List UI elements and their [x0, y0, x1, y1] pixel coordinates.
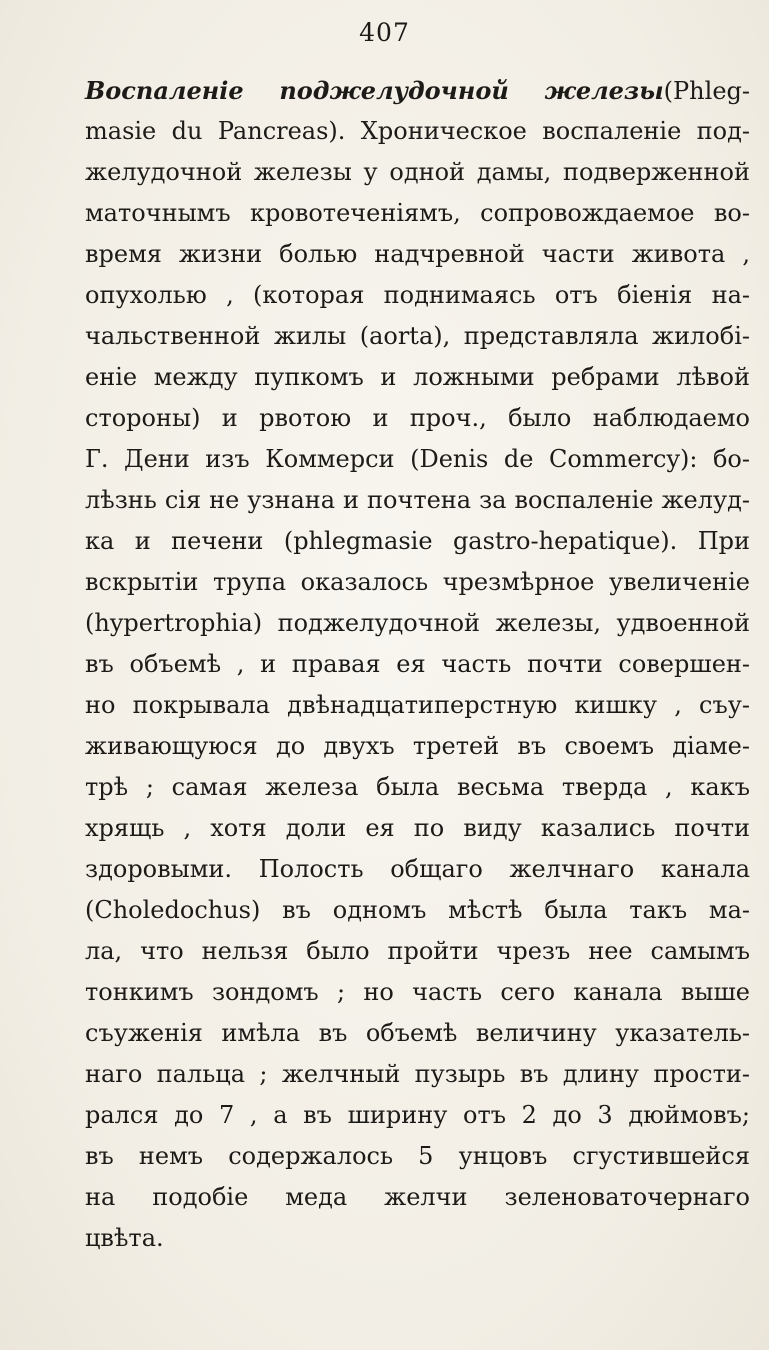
text-span: вскрытіи трупа оказалось чрезмѣрное увеличеніе	[85, 568, 750, 596]
text-span: трѣ ; самая железа была весьма тверда , какъ	[85, 773, 750, 801]
text-span: masie du Pancreas). Хроническое воспаленіе под-	[85, 117, 750, 145]
text-span: (Phleg-	[663, 77, 750, 105]
text-line	[85, 931, 750, 972]
text-span: время жизни болью надчревной части живота ,	[85, 240, 750, 268]
text-span: чальственной жилы (aorta), представляла жилобі-	[85, 322, 750, 350]
text-line	[85, 1095, 750, 1136]
text-line	[85, 480, 750, 521]
text-line	[85, 316, 750, 357]
text-span: цвѣта.	[85, 1224, 164, 1252]
text-span: (Choledochus) въ одномъ мѣстѣ была такъ ма-	[85, 896, 750, 924]
text-span: стороны) и рвотою и проч., было наблюдаемо	[85, 404, 750, 432]
section-heading: Воспаленіе поджелудочной железы	[85, 76, 664, 105]
text-span: рался до 7 , а въ ширину отъ 2 до 3 дюймовъ;	[85, 1101, 750, 1129]
text-span: Г. Дени изъ Коммерси (Denis de Commercy): бо-	[85, 445, 750, 473]
text-span: живающуюся до двухъ третей въ своемъ діаме-	[85, 732, 750, 760]
text-line	[85, 685, 750, 726]
text-line	[85, 1177, 750, 1218]
text-line	[85, 357, 750, 398]
text-line	[85, 767, 750, 808]
text-line	[85, 1054, 750, 1095]
text-span: съуженія имѣла въ объемѣ величину указатель-	[85, 1019, 750, 1047]
text-span: желудочной железы у одной дамы, подверженной	[85, 158, 750, 186]
text-line	[85, 275, 750, 316]
text-line	[85, 152, 750, 193]
text-line	[85, 1218, 750, 1259]
text-line	[85, 603, 750, 644]
text-line	[85, 808, 750, 849]
text-span: здоровыми. Полость общаго желчнаго канала	[85, 855, 750, 883]
text-span: опухолью , (которая поднимаясь отъ біенія на-	[85, 281, 750, 309]
text-line	[85, 398, 750, 439]
text-line	[85, 849, 750, 890]
text-line	[85, 439, 750, 480]
text-line	[85, 644, 750, 685]
text-line	[85, 562, 750, 603]
text-line	[85, 726, 750, 767]
text-span: (hypertrophia) поджелудочной железы, удвоенной	[85, 609, 750, 637]
text-span: но покрывала двѣнадцатиперстную кишку , съу-	[85, 691, 750, 719]
text-span: хрящь , хотя доли ея по виду казались почти	[85, 814, 750, 842]
text-span: въ немъ содержалось 5 унцовъ сгустившейся	[85, 1142, 750, 1170]
text-span: ка и печени (phlegmasie gastro-hepatique). При	[85, 527, 750, 555]
text-span: на подобіе меда желчи зеленоваточернаго	[85, 1183, 750, 1211]
text-span: лѣзнь сія не узнана и почтена за воспаленіе желуд-	[85, 486, 750, 514]
page-number: 407	[359, 18, 410, 47]
text-line	[85, 70, 750, 111]
text-span: еніе между пупкомъ и ложными ребрами лѣвой	[85, 363, 750, 391]
text-line	[85, 234, 750, 275]
text-span: ла, что нельзя было пройти чрезъ нее самымъ	[85, 937, 750, 965]
text-line	[85, 193, 750, 234]
text-line	[85, 972, 750, 1013]
text-line	[85, 521, 750, 562]
text-span: наго пальца ; желчный пузырь въ длину прости-	[85, 1060, 750, 1088]
text-span: тонкимъ зондомъ ; но часть сего канала выше	[85, 978, 750, 1006]
text-line	[85, 1136, 750, 1177]
body-text	[85, 70, 750, 1259]
text-line	[85, 111, 750, 152]
text-span: въ объемѣ , и правая ея часть почти совершен-	[85, 650, 750, 678]
text-line	[85, 1013, 750, 1054]
text-span: маточнымъ кровотеченіямъ, сопровождаемое во-	[85, 199, 750, 227]
text-line	[85, 890, 750, 931]
